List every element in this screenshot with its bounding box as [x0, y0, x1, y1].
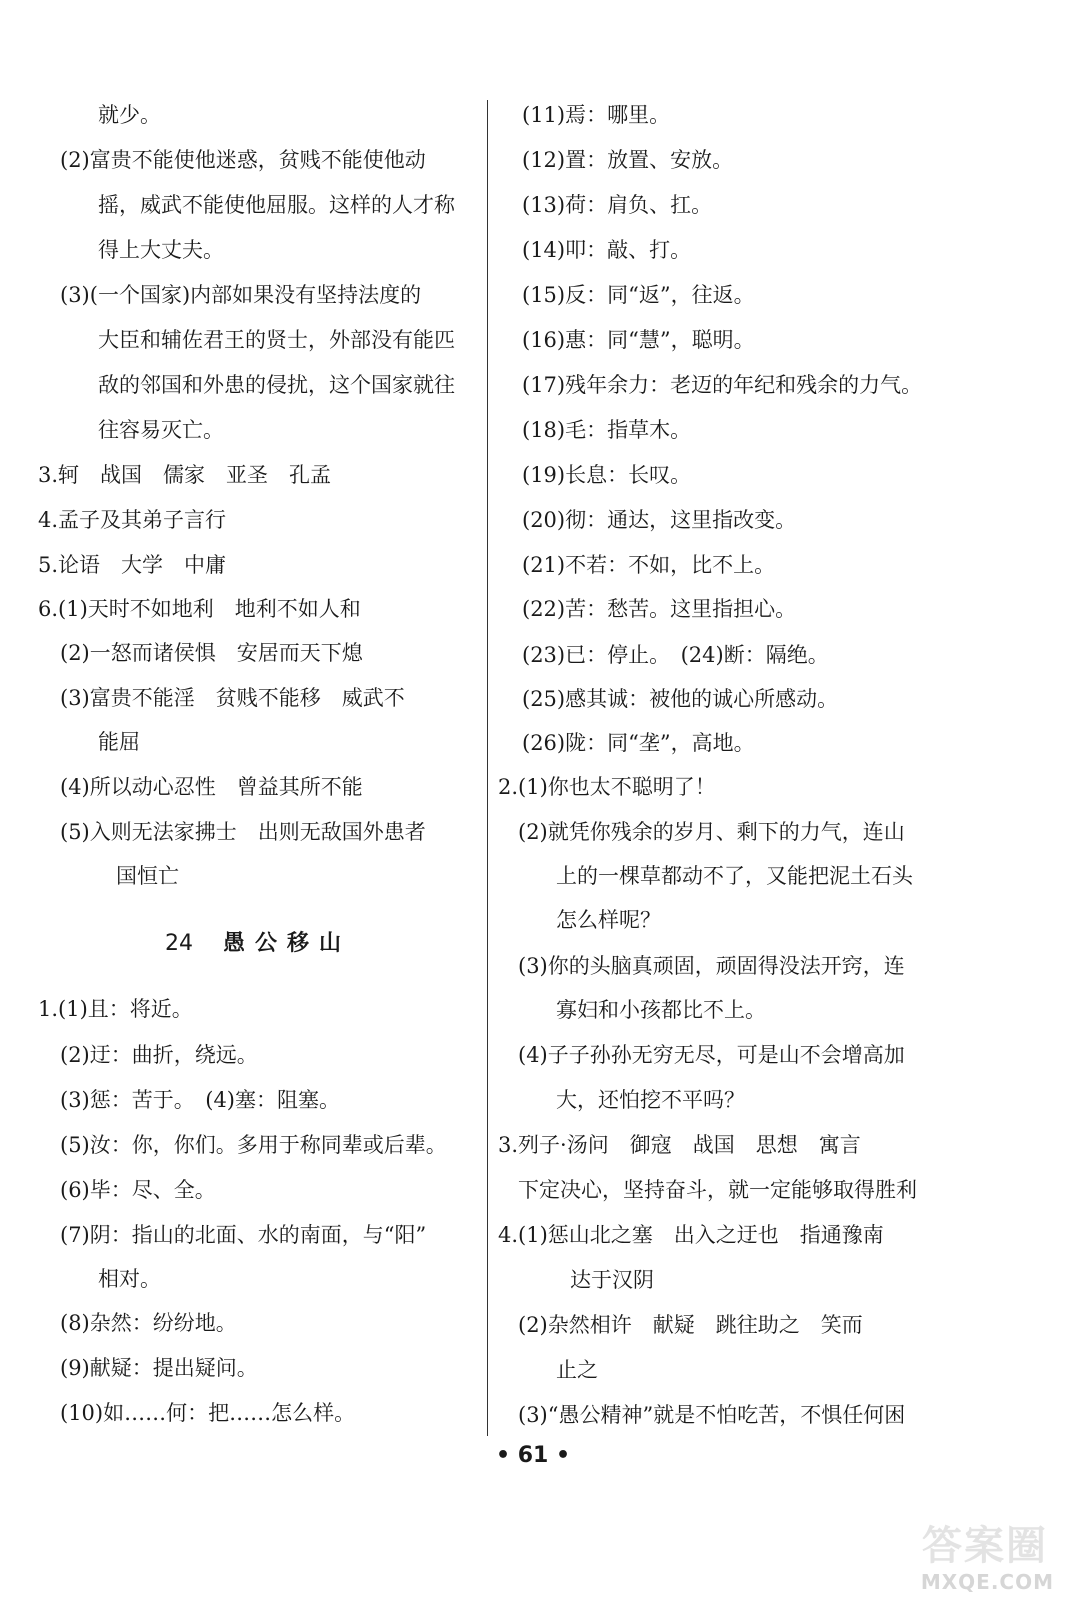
right-column-line: (14)叩：敲、打。	[522, 238, 692, 262]
left-column-line: 相对。	[98, 1267, 161, 1291]
left-column-line: (10)如……何：把……怎么样。	[60, 1401, 356, 1425]
right-column-line: (11)焉：哪里。	[522, 103, 671, 127]
right-column-line: 4.(1)惩山北之塞 出入之迂也 指通豫南	[498, 1223, 884, 1247]
left-column-line: (7)阴：指山的北面、水的南面，与“阳”	[60, 1223, 427, 1247]
left-column-line: 3.轲 战国 儒家 亚圣 孔孟	[38, 463, 332, 487]
section-number: 24	[165, 931, 193, 956]
right-column-line: (13)荷：肩负、扛。	[522, 193, 713, 217]
watermark-logo	[893, 1514, 1058, 1594]
right-column-line: 大，还怕挖不平吗？	[556, 1088, 745, 1112]
right-column-line: (25)感其诚：被他的诚心所感动。	[522, 687, 839, 711]
right-column-line: (22)苦：愁苦。这里指担心。	[522, 597, 797, 621]
left-column-line: 6.(1)天时不如地利 地利不如人和	[38, 597, 361, 621]
right-column-line: (21)不若：不如，比不上。	[522, 553, 776, 577]
right-column-line: (20)彻：通达，这里指改变。	[522, 508, 797, 532]
right-column-line: (4)子子孙孙无穷无尽，可是山不会增高加	[518, 1043, 905, 1067]
left-column-line: (2)富贵不能使他迷惑，贫贱不能使他动	[60, 148, 426, 172]
left-column-line: (3)惩：苦于。 (4)塞：阻塞。	[60, 1088, 340, 1112]
right-column-line: (26)陇：同“垄”，高地。	[522, 731, 755, 755]
right-column-line: (2)就凭你残余的岁月、剩下的力气，连山	[518, 820, 905, 844]
right-column-line: 上的一棵草都动不了，又能把泥土石头	[556, 864, 913, 888]
left-column-line: (9)献疑：提出疑问。	[60, 1356, 258, 1380]
left-column-line: 得上大丈夫。	[98, 238, 224, 262]
left-column-line: 5.论语 大学 中庸	[38, 553, 227, 577]
section-heading	[165, 928, 351, 960]
left-column-line: (4)所以动心忍性 曾益其所不能	[60, 775, 363, 799]
right-column-line: (15)反：同“返”，往返。	[522, 283, 755, 307]
right-column-line: 下定决心，坚持奋斗，就一定能够取得胜利	[518, 1178, 917, 1202]
left-column-line: 1.(1)且：将近。	[38, 997, 193, 1021]
right-column-line: 3.列子·汤问 御寇 战国 思想 寓言	[498, 1133, 861, 1157]
left-column-line: 4.孟子及其弟子言行	[38, 508, 227, 532]
left-column-line: (8)杂然：纷纷地。	[60, 1311, 237, 1335]
right-column-line: (3)“愚公精神”就是不怕吃苦，不惧任何困	[518, 1403, 906, 1427]
right-column-line: 2.(1)你也太不聪明了！	[498, 775, 716, 799]
left-column-line: (6)毕：尽、全。	[60, 1178, 216, 1202]
right-column-line: 达于汉阴	[570, 1268, 654, 1292]
right-column-line: 止之	[556, 1358, 598, 1382]
left-column-line: (3)富贵不能淫 贫贱不能移 威武不	[60, 686, 405, 710]
left-column-line: 摇，威武不能使他屈服。这样的人才称	[98, 193, 455, 217]
right-column-line: (18)毛：指草木。	[522, 418, 692, 442]
right-column-line: (23)已：停止。 (24)断：隔绝。	[522, 643, 829, 667]
left-column-line: (5)汝：你，你们。多用于称同辈或后辈。	[60, 1133, 447, 1157]
right-column-line: 怎么样呢？	[556, 908, 661, 932]
right-column-line: (3)你的头脑真顽固，顽固得没法开窍，连	[518, 954, 905, 978]
left-column-line: 敌的邻国和外患的侵扰，这个国家就往	[98, 373, 455, 397]
watermark-text: MXQE.COM	[920, 1570, 1054, 1594]
right-column-line: (12)置：放置、安放。	[522, 148, 734, 172]
right-column-line: (2)杂然相许 献疑 跳往助之 笑而	[518, 1313, 863, 1337]
left-column-line: 能屈	[98, 730, 140, 754]
left-column-line: 往容易灭亡。	[98, 418, 224, 442]
right-column-line: 寡妇和小孩都比不上。	[556, 998, 766, 1022]
section-title: 愚公移山	[223, 931, 352, 956]
column-divider	[487, 100, 488, 1436]
left-column-line: (2)一怒而诸侯惧 安居而天下熄	[60, 641, 363, 665]
page-number: • 61 •	[495, 1443, 571, 1468]
left-column-line: 国恒亡	[116, 864, 179, 888]
right-column-line: (16)惠：同“慧”，聪明。	[522, 328, 755, 352]
left-column-line: 就少。	[98, 103, 161, 127]
right-column-line: (19)长息：长叹。	[522, 463, 692, 487]
left-column-line: (3)(一个国家)内部如果没有坚持法度的	[60, 283, 422, 307]
left-column-line: (5)入则无法家拂士 出则无敌国外患者	[60, 820, 426, 844]
left-column-line: (2)迂：曲折，绕远。	[60, 1043, 258, 1067]
right-column-line: (17)残年余力：老迈的年纪和残余的力气。	[522, 373, 923, 397]
left-column-line: 大臣和辅佐君王的贤士，外部没有能匹	[98, 328, 455, 352]
watermark-logo-mark: 答案圈	[922, 1523, 1048, 1569]
